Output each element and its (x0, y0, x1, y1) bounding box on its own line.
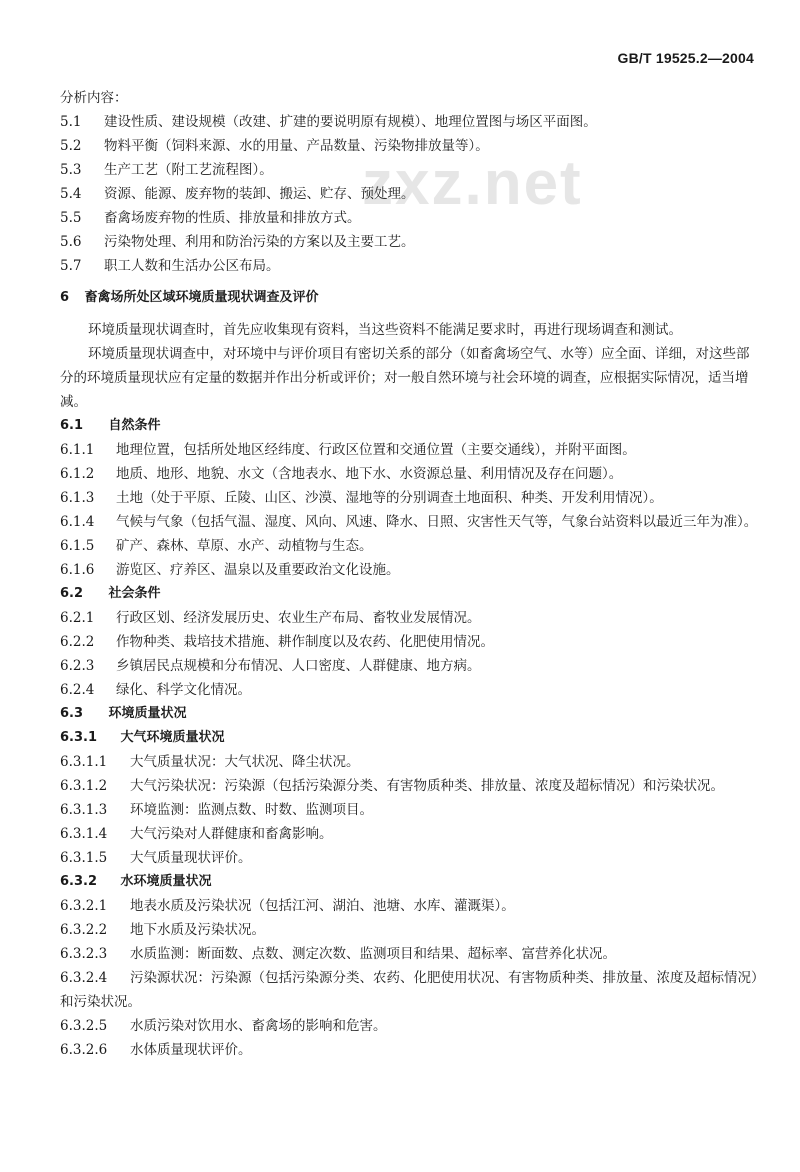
item-number: 6.3.1.2 (60, 778, 108, 794)
section-number: 6.3.1 (60, 730, 98, 745)
list-item (60, 942, 760, 966)
list-item (60, 206, 760, 230)
list-item (60, 774, 760, 798)
list-item (60, 486, 760, 510)
item-text: 污染物处理、利用和防治污染的方案以及主要工艺。 (104, 234, 415, 250)
item-number: 6.3.1.1 (60, 754, 108, 770)
item-number: 6.3.2.1 (60, 898, 108, 914)
item-text: 土地（处于平原、丘陵、山区、沙漠、湿地等的分别调查土地面积、种类、开发利用情况）。 (116, 490, 663, 506)
list-item (60, 894, 760, 918)
list-item (60, 966, 760, 1014)
list-item (60, 1038, 760, 1062)
section-number: 6.2 (60, 586, 84, 601)
item-text: 物料平衡（饲料来源、水的用量、产品数量、污染物排放量等）。 (104, 138, 489, 154)
item-text: 气候与气象（包括气温、湿度、风向、风速、降水、日照、灾害性天气等，气象台站资料以最近三年为准）。 (116, 514, 758, 530)
item-text: 行政区划、经济发展历史、农业生产布局、畜牧业发展情况。 (116, 610, 481, 626)
item-number: 6.3.2.5 (60, 1018, 108, 1034)
list-item (60, 510, 760, 534)
section-6-3-1-list (60, 750, 760, 870)
section-title: 畜禽场所处区域环境质量现状调查及评价 (84, 290, 319, 305)
item-number: 6.3.2.6 (60, 1042, 108, 1058)
item-number: 6.3.1.5 (60, 850, 108, 866)
list-item (60, 534, 760, 558)
item-text: 大气质量状况：大气状况、降尘状况。 (130, 754, 360, 770)
item-number: 5.2 (60, 138, 82, 154)
item-number: 6.2.3 (60, 658, 95, 674)
section-number: 6.3 (60, 706, 84, 721)
item-text: 生产工艺（附工艺流程图）。 (104, 162, 273, 178)
item-number: 5.7 (60, 258, 82, 274)
list-item (60, 1014, 760, 1038)
section-title: 大气环境质量状况 (120, 730, 225, 745)
section-6-3-1-heading (60, 726, 760, 750)
item-number: 5.5 (60, 210, 82, 226)
item-text: 地质、地形、地貌、水文（含地表水、地下水、水资源总量、利用情况及存在问题）。 (116, 466, 623, 482)
section-number: 6 (60, 290, 70, 305)
page-content (60, 86, 760, 1062)
section-6-2-heading (60, 582, 760, 606)
section-6-3-2-list (60, 894, 760, 1062)
list-item (60, 918, 760, 942)
list-item (60, 606, 760, 630)
item-number: 6.1.6 (60, 562, 95, 578)
section-title: 水环境质量状况 (120, 874, 212, 889)
item-number: 5.4 (60, 186, 82, 202)
item-number: 6.1.2 (60, 466, 95, 482)
paragraph: 环境质量现状调查时，首先应收集现有资料，当这些资料不能满足要求时，再进行现场调查和测试。 (88, 322, 682, 338)
list-item (60, 462, 760, 486)
item-text: 职工人数和生活办公区布局。 (104, 258, 280, 274)
item-number: 5.6 (60, 234, 82, 250)
section-title: 社会条件 (108, 586, 161, 601)
list-item (60, 558, 760, 582)
intro-text: 分析内容： (60, 90, 128, 106)
item-text: 水体质量现状评价。 (130, 1042, 252, 1058)
list-item (60, 230, 760, 254)
item-number: 6.1.4 (60, 514, 95, 530)
list-item (60, 630, 760, 654)
item-text: 矿产、森林、草原、水产、动植物与生态。 (116, 538, 373, 554)
section-6-3-heading (60, 702, 760, 726)
section-6-3-2-heading (60, 870, 760, 894)
section-6-1-heading (60, 414, 760, 438)
item-text: 环境监测：监测点数、时数、监测项目。 (130, 802, 373, 818)
watermark: zxz.net (362, 149, 583, 218)
item-text: 大气污染对人群健康和畜禽影响。 (130, 826, 333, 842)
section-title: 自然条件 (108, 418, 161, 433)
item-number: 5.3 (60, 162, 82, 178)
item-number: 6.3.2.2 (60, 922, 108, 938)
section-6-1-list (60, 438, 760, 582)
item-number: 6.3.2.4 (60, 970, 108, 986)
item-number: 6.2.4 (60, 682, 95, 698)
item-text: 畜禽场废弃物的性质、排放量和排放方式。 (104, 210, 361, 226)
item-number: 6.3.1.3 (60, 802, 108, 818)
list-item (60, 654, 760, 678)
list-item (60, 798, 760, 822)
list-item (60, 134, 760, 158)
item-text: 水质监测：断面数、点数、测定次数、监测项目和结果、超标率、富营养化状况。 (130, 946, 616, 962)
list-item (60, 846, 760, 870)
item-text: 大气质量现状评价。 (130, 850, 252, 866)
item-text: 绿化、科学文化情况。 (116, 682, 251, 698)
item-text: 大气污染状况：污染源（包括污染源分类、有害物质种类、排放量、浓度及超标情况）和污染状况。 (130, 778, 724, 794)
item-text: 乡镇居民点规模和分布情况、人口密度、人群健康、地方病。 (116, 658, 481, 674)
item-number: 6.1.5 (60, 538, 95, 554)
item-text: 地理位置，包括所处地区经纬度、行政区位置和交通位置（主要交通线），并附平面图。 (116, 442, 636, 458)
section-title: 环境质量状况 (108, 706, 187, 721)
item-text: 建设性质、建设规模（改建、扩建的要说明原有规模）、地理位置图与场区平面图。 (104, 114, 597, 130)
section-5-list (60, 110, 760, 278)
section-number: 6.1 (60, 418, 84, 433)
item-number: 6.2.2 (60, 634, 95, 650)
list-item (60, 750, 760, 774)
list-item (60, 182, 760, 206)
item-number: 6.2.1 (60, 610, 95, 626)
list-item (60, 438, 760, 462)
item-number: 6.1.3 (60, 490, 95, 506)
item-text: 游览区、疗养区、温泉以及重要政治文化设施。 (116, 562, 400, 578)
item-number: 6.3.1.4 (60, 826, 108, 842)
section-6-heading (60, 286, 760, 310)
list-item (60, 158, 760, 182)
item-text: 作物种类、栽培技术措施、耕作制度以及农药、化肥使用情况。 (116, 634, 494, 650)
item-number: 6.3.2.3 (60, 946, 108, 962)
item-number: 6.1.1 (60, 442, 95, 458)
item-text: 地下水质及污染状况。 (130, 922, 265, 938)
item-text: 资源、能源、废弃物的装卸、搬运、贮存、预处理。 (104, 186, 415, 202)
paragraph: 环境质量现状调查中，对环境中与评价项目有密切关系的部分（如畜禽场空气、水等）应全面、详细，对这些部分的环境质量现状应有定量的数据并作出分析或评价；对一般自然环境与社会环境的调查，应根据实际情况，适当增减。 (60, 346, 750, 410)
item-text: 地表水质及污染状况（包括江河、湖泊、池塘、水库、灌溉渠）。 (130, 898, 515, 914)
item-number: 5.1 (60, 114, 82, 130)
section-6-2-list (60, 606, 760, 702)
section-number: 6.3.2 (60, 874, 98, 889)
item-text: 水质污染对饮用水、畜禽场的影响和危害。 (130, 1018, 387, 1034)
list-item (60, 822, 760, 846)
item-text: 污染源状况：污染源（包括污染源分类、农药、化肥使用状况、有害物质种类、排放量、浓度及超标情况）和污染状况。 (60, 970, 758, 1010)
list-item (60, 678, 760, 702)
list-item (60, 254, 760, 278)
list-item (60, 110, 760, 134)
standard-code: GB/T 19525.2—2004 (617, 50, 754, 66)
